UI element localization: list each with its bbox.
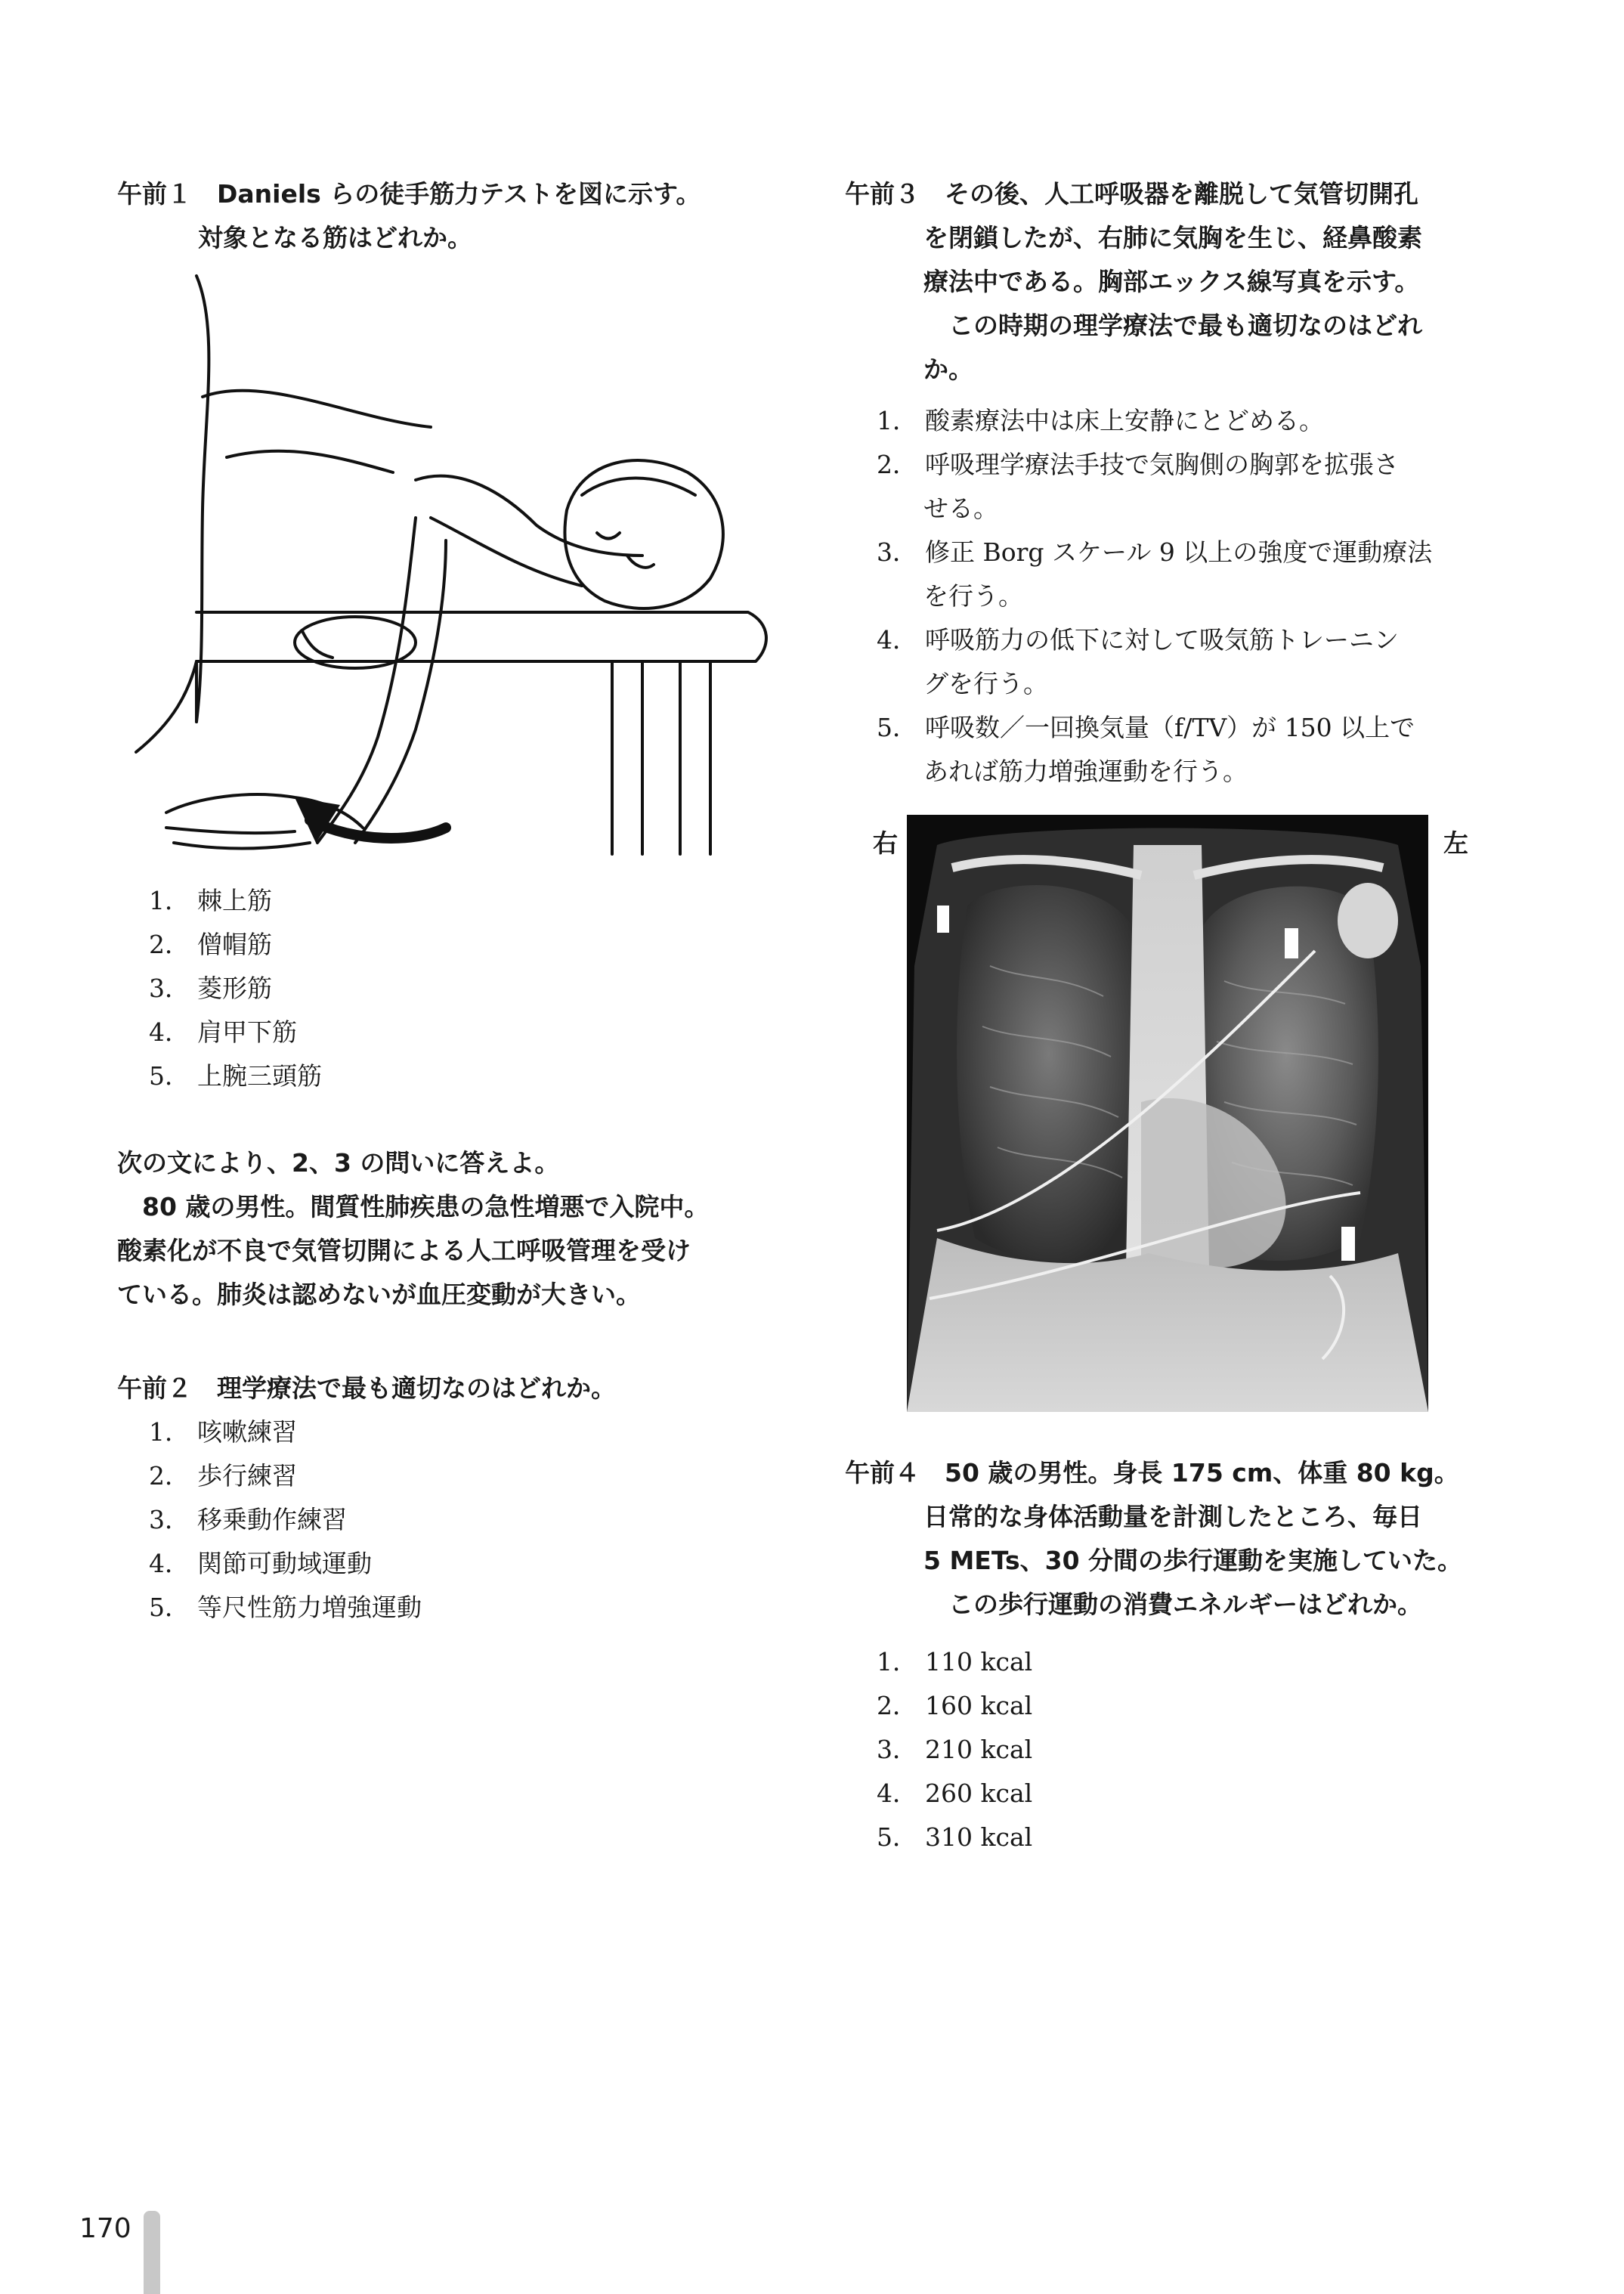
passage-line-4: ている。肺炎は認めないが血圧変動が大きい。 [117, 1280, 641, 1309]
option-number: 5． [877, 1822, 917, 1852]
q3-heading-cont-2: 療法中である。胸部エックス線写真を示す。 [923, 267, 1420, 296]
q1-heading: 午前１ Daniels らの徒手筋力テストを図に示す。 [117, 179, 701, 209]
option-label: 260 kcal [925, 1779, 1033, 1808]
q3-heading-cont-1: を閉鎖したが、右肺に気胸を生じ、経鼻酸素 [923, 223, 1422, 252]
option-number: 3． [149, 1505, 190, 1534]
option-label: 310 kcal [925, 1822, 1033, 1852]
q4-heading: 午前４ 50 歳の男性。身長 175 cm、体重 80 kg。 [845, 1458, 1459, 1488]
option-number: 2． [149, 930, 190, 959]
option-label: 移乗動作練習 [197, 1505, 347, 1534]
q1-option-5 [149, 1054, 322, 1098]
q2-option-1 [149, 1410, 297, 1454]
q2-option-5 [149, 1586, 422, 1630]
q2-heading: 午前２ 理学療法で最も適切なのはどれか。 [117, 1373, 616, 1403]
option-number: 4． [149, 1549, 190, 1578]
option-number: 2． [877, 1691, 917, 1720]
q3-heading-cont-4: か。 [923, 354, 973, 384]
q3-option-1 [877, 399, 1324, 443]
xray-label-left: 左 [1443, 828, 1468, 858]
option-label: 棘上筋 [197, 886, 272, 915]
option-number: 3． [877, 1735, 917, 1764]
q1-option-3 [149, 967, 272, 1011]
option-label: 160 kcal [925, 1691, 1033, 1720]
option-number: 1． [877, 1647, 917, 1676]
xray-label-right: 右 [873, 828, 898, 858]
option-label: 110 kcal [925, 1647, 1033, 1676]
q3-option-2 [877, 443, 1399, 487]
q4-option-3 [877, 1728, 1032, 1772]
option-number: 4． [149, 1017, 190, 1047]
option-label: 歩行練習 [197, 1461, 297, 1491]
chest-xray-image [907, 815, 1428, 1412]
option-label: 酸素療法中は床上安静にとどめる。 [925, 406, 1324, 435]
q4-option-2 [877, 1684, 1032, 1728]
q1-option-1 [149, 879, 272, 923]
manual-muscle-test-figure [113, 268, 778, 865]
q3-option-3 [877, 531, 1432, 574]
passage-line-2: 80 歳の男性。間質性肺疾患の急性増悪で入院中。 [117, 1192, 710, 1221]
option-number: 1． [149, 1417, 190, 1447]
q4-option-5 [877, 1816, 1032, 1859]
option-label: 210 kcal [925, 1735, 1033, 1764]
option-label: 修正 Borg スケール 9 以上の強度で運動療法 [925, 537, 1433, 567]
option-label: 呼吸理学療法手技で気胸側の胸郭を拡張さ [925, 450, 1399, 479]
q3-option-5 [877, 706, 1415, 750]
option-number: 3． [149, 974, 190, 1003]
option-label: 肩甲下筋 [197, 1017, 297, 1047]
q4-heading-cont-2: 5 METs、30 分間の歩行運動を実施していた。 [923, 1546, 1463, 1575]
q2-option-4 [149, 1542, 372, 1586]
option-number: 1． [149, 886, 190, 915]
q4-heading-cont-1: 日常的な身体活動量を計測したところ、毎日 [923, 1502, 1422, 1531]
option-number: 2． [149, 1461, 190, 1491]
q4-heading-cont-3: この歩行運動の消費エネルギーはどれか。 [923, 1590, 1422, 1619]
q4-option-1 [877, 1640, 1032, 1684]
option-label: 等尺性筋力増強運動 [197, 1593, 422, 1622]
option-label: 咳嗽練習 [197, 1417, 297, 1447]
q3-option-3-cont: を行う。 [923, 581, 1023, 611]
q3-option-5-cont: あれば筋力増強運動を行う。 [923, 757, 1248, 786]
option-number: 1． [877, 406, 917, 435]
q2-option-3 [149, 1498, 347, 1542]
q1-option-4 [149, 1011, 297, 1054]
q4-option-4 [877, 1772, 1032, 1816]
q3-heading-cont-3: この時期の理学療法で最も適切なのはどれ [923, 311, 1422, 340]
passage-line-1: 次の文により、2、3 の問いに答えよ。 [117, 1148, 560, 1178]
q3-heading: 午前３ その後、人工呼吸器を離脱して気管切開孔 [845, 179, 1418, 209]
page-tab-marker [144, 2211, 160, 2294]
option-label: 僧帽筋 [197, 930, 272, 959]
option-label: 関節可動域運動 [197, 1549, 372, 1578]
page-number: 170 [79, 2213, 131, 2244]
passage-line-3: 酸素化が不良で気管切開による人工呼吸管理を受け [117, 1236, 691, 1265]
option-number: 5． [877, 713, 917, 742]
option-number: 5． [149, 1593, 190, 1622]
option-number: 3． [877, 537, 917, 567]
option-label: 上腕三頭筋 [197, 1061, 322, 1091]
option-number: 4． [877, 625, 917, 655]
q3-option-2-cont: せる。 [923, 494, 998, 523]
option-label: 呼吸数／一回換気量（f/TV）が 150 以上で [925, 713, 1415, 742]
q1-option-2 [149, 923, 272, 967]
q1-heading-cont: 対象となる筋はどれか。 [198, 223, 472, 252]
option-label: 呼吸筋力の低下に対して吸気筋トレーニン [925, 625, 1399, 655]
q3-option-4 [877, 618, 1399, 662]
option-number: 2． [877, 450, 917, 479]
option-label: 菱形筋 [197, 974, 272, 1003]
option-number: 4． [877, 1779, 917, 1808]
option-number: 5． [149, 1061, 190, 1091]
q2-option-2 [149, 1454, 297, 1498]
q3-option-4-cont: グを行う。 [923, 669, 1048, 698]
